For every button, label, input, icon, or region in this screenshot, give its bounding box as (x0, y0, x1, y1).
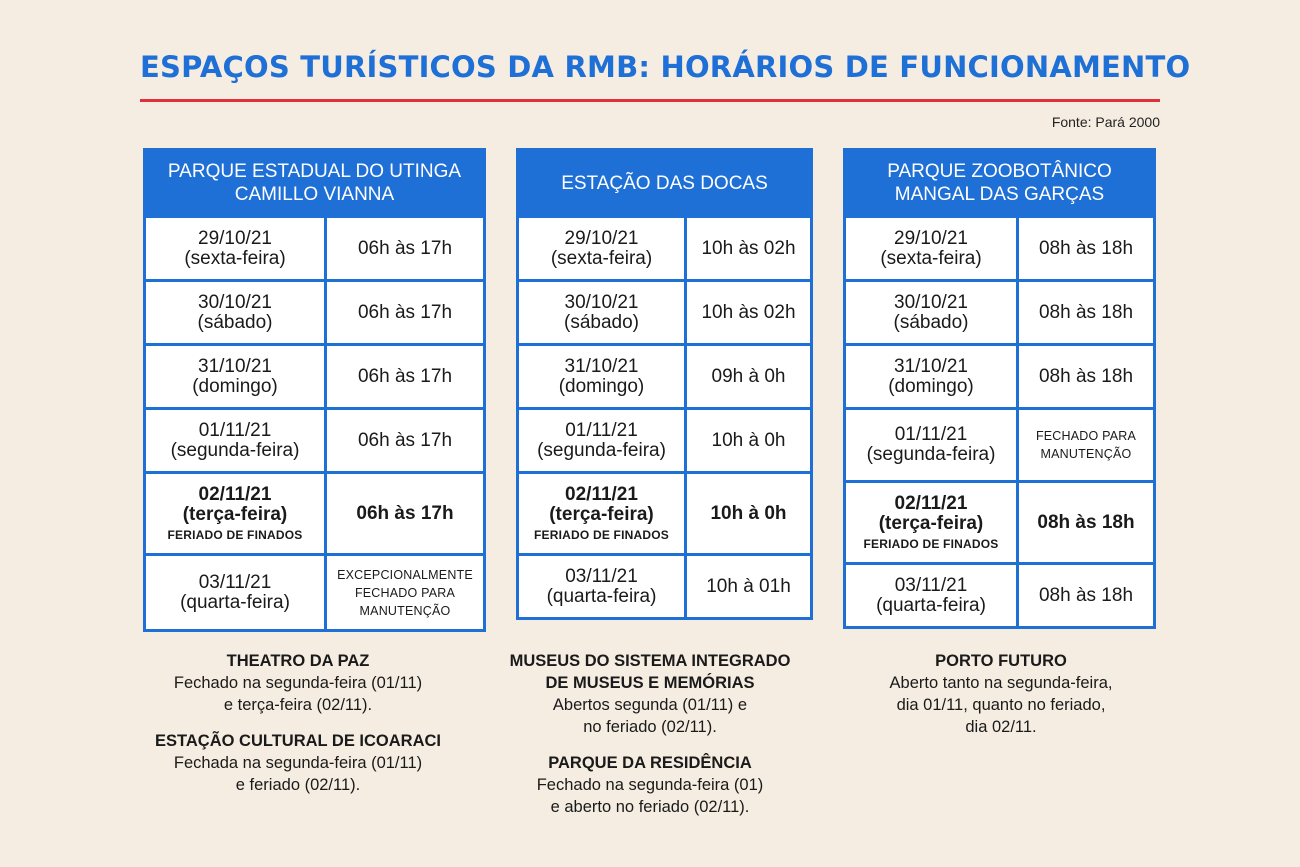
date-cell (846, 483, 1019, 562)
hours-text: FECHADO PARA MANUTENÇÃO (1035, 429, 1137, 461)
date-cell (519, 556, 687, 617)
hours-text: 09h à 0h (711, 365, 786, 387)
hours-cell (687, 282, 810, 343)
schedule-row (146, 218, 483, 279)
hours-cell (687, 556, 810, 617)
schedule-row (519, 346, 810, 407)
hours-text: 10h às 02h (701, 301, 796, 323)
schedule-row (846, 565, 1153, 626)
weekday-text: (sexta-feira) (184, 247, 286, 269)
note-text: Aberto tanto na segunda-feira, dia 01/11, quanto no feriado, dia 02/11. (889, 674, 1113, 736)
hours-cell (1019, 410, 1153, 480)
hours-text: 06h às 17h (357, 301, 453, 323)
hours-cell (687, 346, 810, 407)
date-cell (846, 282, 1019, 343)
note-text: Abertos segunda (01/11) e no feriado (02/11). (552, 696, 748, 736)
hours-cell (1019, 218, 1153, 279)
hours-text: 10h à 0h (710, 502, 787, 524)
date-cell (146, 410, 327, 471)
hours-cell (687, 474, 810, 553)
note-block (143, 730, 453, 796)
weekday-text: (quarta-feira) (180, 591, 290, 613)
note-block (490, 752, 810, 818)
date-text: 03/11/21 (198, 571, 272, 593)
schedule-row (146, 282, 483, 343)
note-block (846, 650, 1156, 738)
schedule-row (519, 410, 810, 471)
date-cell (519, 346, 687, 407)
schedule-row (519, 282, 810, 343)
hours-cell (327, 474, 483, 553)
date-text: 01/11/21 (198, 419, 272, 441)
date-cell (146, 282, 327, 343)
hours-cell (1019, 282, 1153, 343)
schedule-panel (143, 148, 486, 632)
schedule-row (846, 282, 1153, 343)
note-title: ESTAÇÃO CULTURAL DE ICOARACI (155, 732, 441, 750)
date-cell (146, 218, 327, 279)
date-cell (519, 474, 687, 553)
schedule-row (846, 346, 1153, 407)
notes-column (846, 650, 1156, 752)
weekday-text: (sábado) (893, 311, 969, 333)
holiday-note: FERIADO DE FINADOS (167, 527, 303, 542)
hours-text: 06h às 17h (357, 429, 453, 451)
weekday-text: (terça-feira) (878, 512, 984, 534)
hours-text: EXCEPCIONALMENTE FECHADO PARA MANUTENÇÃO (337, 567, 473, 618)
hours-text: 08h às 18h (1038, 237, 1134, 259)
schedule-panel (843, 148, 1156, 629)
hours-text: 06h às 17h (356, 502, 454, 524)
date-text: 29/10/21 (564, 227, 639, 249)
date-text: 02/11/21 (198, 483, 272, 505)
hours-cell (327, 410, 483, 471)
weekday-text: (terça-feira) (549, 503, 654, 525)
hours-text: 10h à 01h (706, 575, 791, 597)
weekday-text: (quarta-feira) (546, 585, 657, 607)
page-title: ESPAÇOS TURÍSTICOS DA RMB: HORÁRIOS DE FUNCIONAMENTO (140, 50, 1191, 84)
hours-text: 08h às 18h (1037, 511, 1135, 533)
hours-cell (327, 282, 483, 343)
schedule-row (846, 410, 1153, 480)
schedule-row (846, 483, 1153, 562)
panel-header: ESTAÇÃO DAS DOCAS (561, 172, 768, 194)
date-text: 31/10/21 (894, 355, 968, 377)
hours-text: 08h às 18h (1038, 365, 1134, 387)
source-credit: Fonte: Pará 2000 (1051, 114, 1160, 130)
date-text: 01/11/21 (565, 419, 638, 441)
date-text: 31/10/21 (198, 355, 272, 377)
schedule-row (146, 556, 483, 629)
weekday-text: (domingo) (192, 375, 278, 397)
date-text: 29/10/21 (894, 227, 968, 249)
hours-cell (1019, 346, 1153, 407)
note-title: PORTO FUTURO (935, 652, 1067, 670)
weekday-text: (segunda-feira) (537, 439, 666, 461)
date-cell (146, 346, 327, 407)
weekday-text: (domingo) (888, 375, 974, 397)
hours-cell (687, 410, 810, 471)
date-text: 02/11/21 (565, 483, 638, 505)
note-text: Fechado na segunda-feira (01) e aberto no feriado (02/11). (536, 776, 764, 816)
date-cell (519, 410, 687, 471)
date-cell (846, 218, 1019, 279)
weekday-text: (segunda-feira) (170, 439, 300, 461)
date-text: 30/10/21 (894, 291, 968, 313)
hours-text: 08h às 18h (1038, 301, 1134, 323)
schedule-row (519, 218, 810, 279)
hours-text: 06h às 17h (357, 365, 453, 387)
title-underline (140, 99, 1160, 102)
hours-cell (327, 556, 483, 629)
date-cell (519, 282, 687, 343)
date-cell (519, 218, 687, 279)
date-cell (146, 474, 327, 553)
date-text: 29/10/21 (198, 227, 272, 249)
schedule-row (146, 410, 483, 471)
weekday-text: (sábado) (197, 311, 273, 333)
note-title: MUSEUS DO SISTEMA INTEGRADO DE MUSEUS E MEMÓRIAS (509, 652, 791, 692)
note-text: Fechada na segunda-feira (01/11) e feriado (02/11). (173, 754, 423, 794)
panel-header: PARQUE ZOOBOTÂNICO MANGAL DAS GARÇAS (887, 161, 1112, 205)
hours-text: 10h às 02h (701, 237, 796, 259)
schedule-row (519, 474, 810, 553)
date-cell (846, 565, 1019, 626)
weekday-text: (segunda-feira) (866, 444, 996, 465)
notes-column (490, 650, 810, 832)
weekday-text: (sexta-feira) (880, 247, 982, 269)
date-text: 30/10/21 (198, 291, 272, 313)
schedule-row (846, 218, 1153, 279)
weekday-text: (sábado) (564, 311, 639, 333)
holiday-note: FERIADO DE FINADOS (534, 527, 669, 542)
date-text: 03/11/21 (894, 574, 968, 596)
hours-text: 06h às 17h (357, 237, 453, 259)
note-block (490, 650, 810, 738)
hours-text: 10h à 0h (711, 429, 786, 451)
schedule-row (146, 474, 483, 553)
note-title: THEATRO DA PAZ (226, 652, 370, 670)
weekday-text: (quarta-feira) (876, 594, 986, 616)
hours-text: 08h às 18h (1038, 584, 1134, 606)
date-cell (846, 346, 1019, 407)
schedule-row (146, 346, 483, 407)
date-text: 01/11/21 (894, 424, 968, 445)
date-text: 03/11/21 (565, 565, 638, 587)
hours-cell (1019, 565, 1153, 626)
note-text: Fechado na segunda-feira (01/11) e terça-feira (02/11). (173, 674, 423, 714)
note-title: PARQUE DA RESIDÊNCIA (548, 754, 752, 772)
schedule-row (519, 556, 810, 617)
weekday-text: (domingo) (558, 375, 645, 397)
hours-cell (327, 346, 483, 407)
date-cell (146, 556, 327, 629)
hours-cell (327, 218, 483, 279)
date-text: 30/10/21 (564, 291, 639, 313)
weekday-text: (sexta-feira) (550, 247, 653, 269)
weekday-text: (terça-feira) (182, 503, 288, 525)
hours-cell (687, 218, 810, 279)
note-block (143, 650, 453, 716)
notes-column (143, 650, 453, 810)
date-text: 02/11/21 (894, 492, 968, 514)
date-cell (846, 410, 1019, 480)
holiday-note: FERIADO DE FINADOS (863, 536, 999, 551)
hours-cell (1019, 483, 1153, 562)
schedule-panel (516, 148, 813, 620)
date-text: 31/10/21 (564, 355, 639, 377)
panel-header: PARQUE ESTADUAL DO UTINGA CAMILLO VIANNA (167, 161, 462, 205)
